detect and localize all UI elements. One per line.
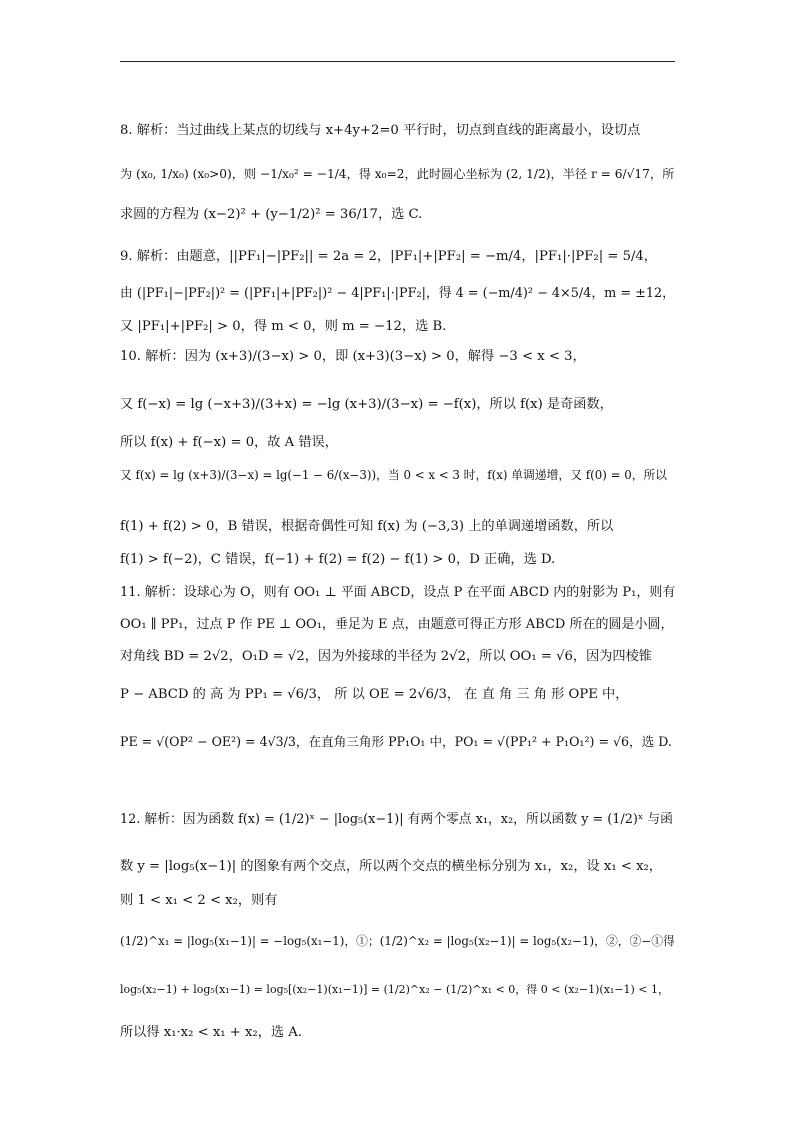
- p10-line-2: 又 f(−x) = lg (−x+3)/(3+x) = −lg (x+3)/(3−x) = −f(x)，所以 f(x) 是奇函数，: [120, 397, 613, 412]
- p11-line-3: 对角线 BD = 2√2，O₁D = √2，因为外接球的半径为 2√2，所以 OO₁ = √6，因为四棱锥: [120, 649, 652, 664]
- p10-line-3: 所以 f(x) + f(−x) = 0，故 A 错误，: [120, 435, 338, 450]
- p8-line-3: 求圆的方程为 (x−2)² + (y−1/2)² = 36/17，选 C.: [120, 207, 423, 222]
- p9-line-3: 又 |PF₁|+|PF₂| > 0，得 m < 0，则 m = −12，选 B.: [120, 319, 447, 334]
- p12-line-5: log₅(x₂−1) + log₅(x₁−1) = log₅[(x₂−1)(x₁−1)] = (1/2)^x₂ − (1/2)^x₁ < 0，得 0 < (x₂−1)(x₁−1) < 1，: [120, 983, 670, 996]
- p8-line-1: 8. 解析：当过曲线上某点的切线与 x+4y+2=0 平行时，切点到直线的距离最小，设切点: [120, 123, 641, 138]
- p10-line-5: f(1) + f(2) > 0，B 错误，根据奇偶性可知 f(x) 为 (−3,3) 上的单调递增函数，所以: [120, 519, 614, 534]
- p11-line-2: OO₁ ∥ PP₁，过点 P 作 PE ⊥ OO₁，垂足为 E 点，由题意可得正方形 ABCD 所在的圆是小圆，: [120, 617, 674, 632]
- p11-line-5: PE = √(OP² − OE²) = 4√3/3，在直角三角形 PP₁O₁ 中，PO₁ = √(PP₁² + P₁O₁²) = √6，选 D.: [120, 734, 672, 749]
- p8-line-2: 为 (x₀, 1/x₀) (x₀>0)，则 −1/x₀² = −1/4，得 x₀=2，此时圆心坐标为 (2, 1/2)，半径 r = 6/√17，所: [120, 167, 675, 181]
- p12-line-1: 12. 解析：因为函数 f(x) = (1/2)ˣ − |log₅(x−1)| 有两个零点 x₁，x₂，所以函数 y = (1/2)ˣ 与函: [120, 812, 673, 827]
- p12-line-3: 则 1 < x₁ < 2 < x₂，则有: [120, 893, 278, 908]
- p11-line-4: P − ABCD 的 高 为 PP₁ = √6/3， 所 以 OE = 2√6/3， 在 直 角 三 角 形 OPE 中，: [120, 687, 629, 702]
- p10-line-6: f(1) > f(−2)，C 错误，f(−1) + f(2) = f(2) − f(1) > 0，D 正确，选 D.: [120, 552, 556, 567]
- header-rule: [120, 61, 675, 62]
- p10-line-1: 10. 解析：因为 (x+3)/(3−x) > 0，即 (x+3)(3−x) > 0，解得 −3 < x < 3，: [120, 349, 586, 364]
- p10-line-4: 又 f(x) = lg (x+3)/(3−x) = lg(−1 − 6/(x−3))，当 0 < x < 3 时，f(x) 单调递增，又 f(0) = 0，所以: [120, 468, 668, 482]
- p12-line-2: 数 y = |log₅(x−1)| 的图象有两个交点，所以两个交点的横坐标分别为 x₁，x₂，设 x₁ < x₂，: [120, 859, 662, 874]
- p9-line-2: 由 (|PF₁|−|PF₂|)² = (|PF₁|+|PF₂|)² − 4|PF₁|·|PF₂|，得 4 = (−m/4)² − 4×5/4，m = ±12，: [120, 286, 675, 301]
- p11-line-1: 11. 解析：设球心为 O，则有 OO₁ ⊥ 平面 ABCD，设点 P 在平面 ABCD 内的射影为 P₁，则有: [120, 585, 676, 600]
- p12-line-6: 所以得 x₁·x₂ < x₁ + x₂，选 A.: [120, 1025, 302, 1040]
- p9-line-1: 9. 解析：由题意，||PF₁|−|PF₂|| = 2a = 2，|PF₁|+|PF₂| = −m/4，|PF₁|·|PF₂| = 5/4，: [120, 249, 657, 264]
- p12-line-4: (1/2)^x₁ = |log₅(x₁−1)| = −log₅(x₁−1)，①；(1/2)^x₂ = |log₅(x₂−1)| = log₅(x₂−1)，②，②−①得: [120, 934, 675, 948]
